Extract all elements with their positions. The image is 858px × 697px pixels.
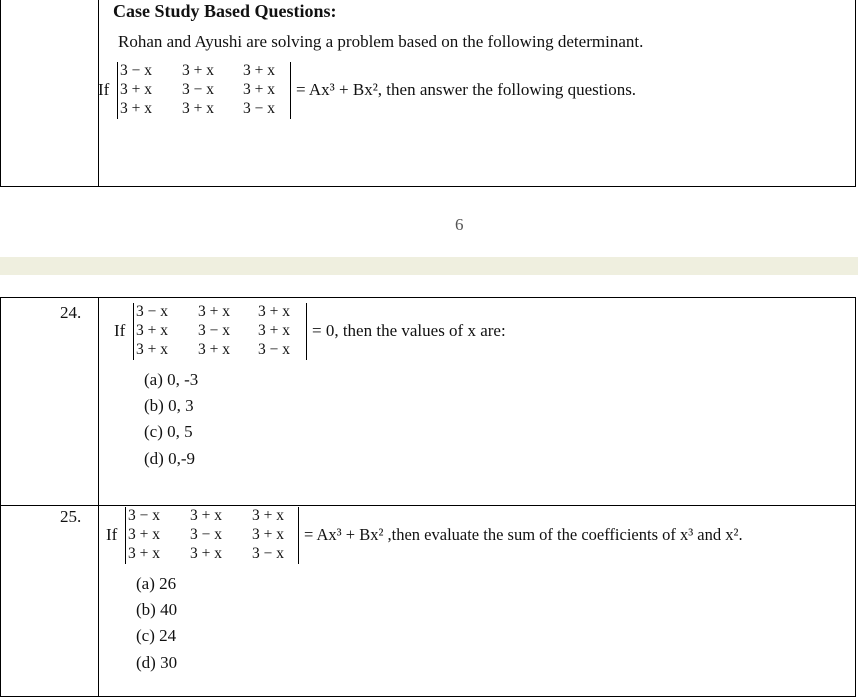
- det-cell: 3 − x: [252, 545, 284, 562]
- det-cell: 3 + x: [136, 322, 168, 339]
- option-b: (b) 40: [136, 600, 178, 619]
- det-cell: 3 + x: [190, 507, 222, 524]
- if-label: If: [114, 321, 126, 340]
- det-cell: 3 + x: [136, 341, 168, 358]
- page-number: 6: [455, 215, 464, 234]
- det-cell: 3 + x: [182, 62, 214, 79]
- if-label: If: [98, 80, 110, 99]
- question-text: = Ax³ + Bx² ,then evaluate the sum of the coefficients of x³ and x².: [304, 525, 743, 544]
- det-cell: 3 + x: [120, 100, 152, 117]
- option-c: (c) 24: [136, 626, 177, 645]
- det-cell: 3 − x: [198, 322, 230, 339]
- det-cell: 3 + x: [128, 545, 160, 562]
- question-text: = 0, then the values of x are:: [312, 321, 506, 340]
- page-separator: [0, 257, 858, 275]
- det-cell: 3 − x: [136, 303, 168, 320]
- option-a: (a) 26: [136, 574, 177, 593]
- case-study-equation-tail: = Ax³ + Bx², then answer the following questions.: [296, 80, 637, 99]
- det-cell: 3 + x: [128, 526, 160, 543]
- det-cell: 3 + x: [258, 322, 290, 339]
- det-cell: 3 − x: [243, 100, 275, 117]
- det-cell: 3 − x: [120, 62, 152, 79]
- det-cell: 3 + x: [243, 81, 275, 98]
- column-divider: [98, 298, 99, 696]
- det-cell: 3 − x: [258, 341, 290, 358]
- option-d: (d) 30: [136, 653, 178, 672]
- option-a: (a) 0, -3: [144, 370, 199, 389]
- question-number: 24.: [60, 303, 82, 322]
- det-cell: 3 + x: [120, 81, 152, 98]
- question-number: 25.: [60, 507, 82, 526]
- det-cell: 3 + x: [243, 62, 275, 79]
- case-study-heading: Case Study Based Questions:: [113, 1, 337, 21]
- option-b: (b) 0, 3: [144, 396, 194, 415]
- det-cell: 3 + x: [182, 100, 214, 117]
- det-cell: 3 − x: [128, 507, 160, 524]
- questions-table: [0, 297, 856, 697]
- det-cell: 3 + x: [252, 526, 284, 543]
- det-cell: 3 + x: [190, 545, 222, 562]
- det-cell: 3 + x: [258, 303, 290, 320]
- det-cell: 3 − x: [190, 526, 222, 543]
- row-divider: [1, 505, 855, 506]
- if-label: If: [106, 525, 118, 544]
- det-cell: 3 + x: [198, 303, 230, 320]
- det-cell: 3 − x: [182, 81, 214, 98]
- option-d: (d) 0,-9: [144, 449, 195, 468]
- option-c: (c) 0, 5: [144, 422, 193, 441]
- det-cell: 3 + x: [252, 507, 284, 524]
- case-study-intro: Rohan and Ayushi are solving a problem based on the following determinant.: [118, 32, 644, 51]
- det-cell: 3 + x: [198, 341, 230, 358]
